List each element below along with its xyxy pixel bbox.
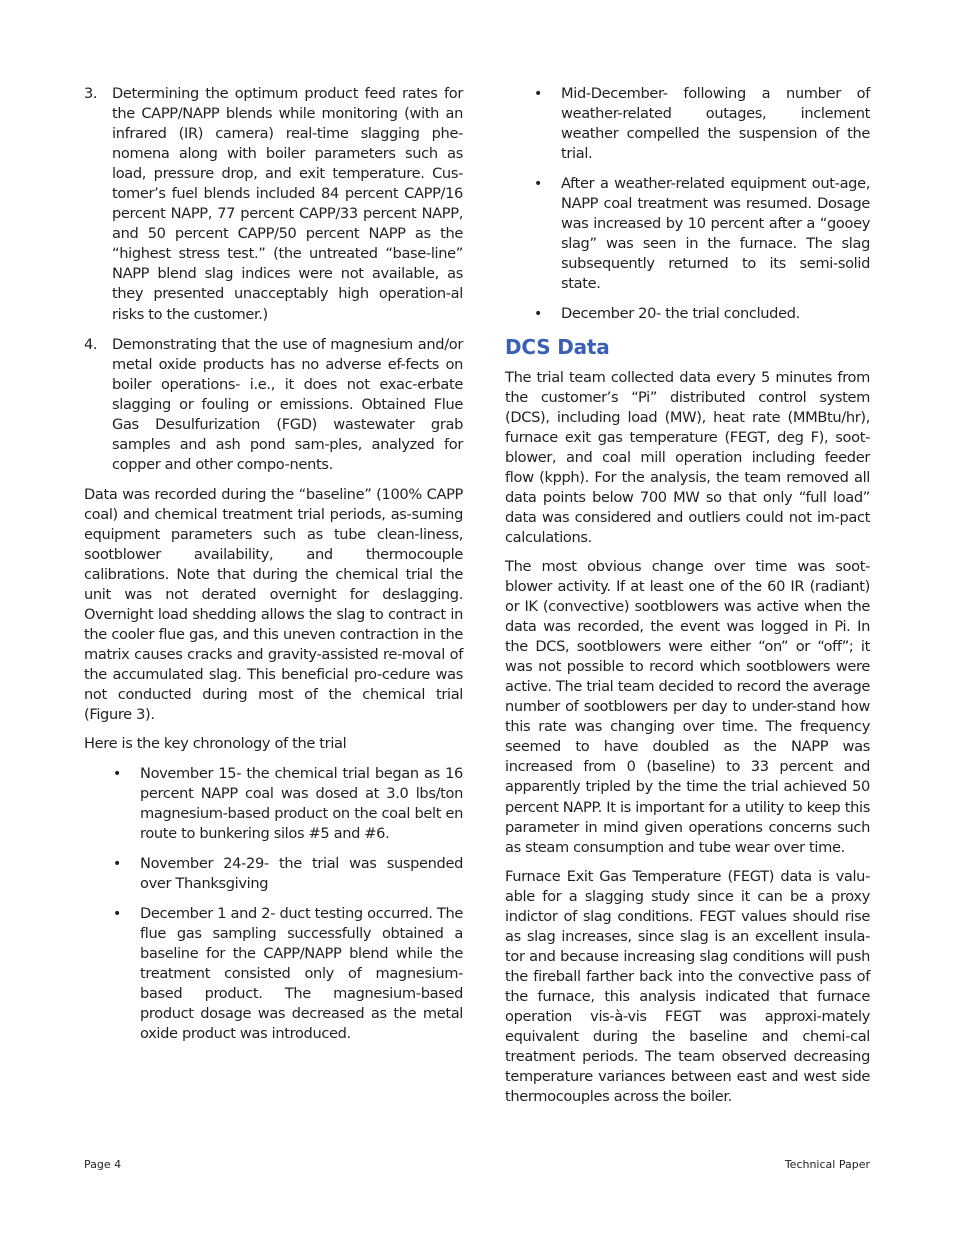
objective-item bbox=[84, 84, 463, 325]
chronology-item bbox=[84, 854, 463, 894]
objective-number: 4. bbox=[84, 335, 98, 353]
objective-text: Determining the optimum product feed rates for the CAPP/NAPP blends while monitoring (with an infrared (IR) camera) real-time slagging phe-nomena along with boiler parameters such as load, pressure drop, and exit temperature. Cus-tomer’s fuel blends included 84 percent CAPP/16 percent NAPP, 77 percent CAPP/33 percent NAPP, and 50 percent CAPP/50 percent NAPP as the “highest stress test.” (the untreated “base-line” NAPP blend slag indices were not available, as they presented unacceptably high operation-al risks to the customer.) bbox=[112, 85, 463, 323]
sootblower-paragraph: The most obvious change over time was soot-blower activity. If at least one of the 60 IR (radiant) or IK (convective) sootblowers was active when the data was recorded, the event was logged in Pi. In the DCS, sootblowers were either “on” or “off”; it was not possible to record which sootblowers were active. The trial team decided to record the average number of sootblowers per day to under-stand how this rate was changing over time. The frequency seemed to have doubled as the NAPP was increased from 0 (baseline) to 33 percent and apparently tripled by the time the trial achieved 50 percent NAPP. It is important for a utility to keep this parameter in mind given operations concerns such as steam consumption and tube wear over time. bbox=[505, 557, 870, 856]
chronology-item bbox=[84, 764, 463, 844]
objective-number: 3. bbox=[84, 85, 98, 102]
objective-item bbox=[84, 335, 463, 475]
chronology-text: December 1 and 2- duct testing occurred. The flue gas sampling successfully obtained a baseline for the CAPP/NAPP blend while the treatment consisted only of magnesium-based product. The magnesium-based product dosage was decreased as the metal oxide product was introduced. bbox=[140, 904, 463, 1043]
chronology-text: After a weather-related equipment out-age, NAPP coal treatment was resumed. Dosage was increased by 10 percent after a “gooey slag” was seen in the furnace. The slag subsequently returned to its semi-solid state. bbox=[561, 175, 870, 293]
chronology-item bbox=[505, 174, 870, 294]
chronology-item bbox=[505, 84, 870, 164]
objective-text: Demonstrating that the use of magnesium and/or metal oxide products has no adverse ef-fects on boiler operations- i.e., it does not exac-erbate slagging or fouling or emissions. Obtained Flue Gas Desulfurization (FGD) wastewater grab samples and ash pond sam-ples, analyzed for copper and other compo-nents. bbox=[112, 335, 463, 473]
left-column bbox=[84, 84, 463, 1054]
chronology-text: Mid-December- following a number of weather-related outages, inclement weather compelled the suspension of the trial. bbox=[561, 85, 870, 163]
chronology-text: December 20- the trial concluded. bbox=[561, 305, 800, 323]
bullet-icon: • bbox=[113, 765, 121, 782]
baseline-paragraph: Data was recorded during the “baseline” (100% CAPP coal) and chemical treatment trial periods, as-suming equipment parameters such as tube clean-liness, sootblower availability, and thermocouple calibrations. Note that during the chemical trial the unit was not derated overnight for deslagging. Overnight load shedding allows the slag to contract in the cooler flue gas, and this uneven contraction in the matrix causes cracks and gravity-assisted re-moval of the accumulated slag. This beneficial pro-cedure was not conducted during most of the chemical trial (Figure 3). bbox=[84, 485, 463, 724]
bullet-icon: • bbox=[113, 855, 121, 872]
chronology-text: November 24-29- the trial was suspended over Thanksgiving bbox=[140, 854, 463, 892]
section-heading: DCS Data bbox=[505, 334, 610, 359]
dcs-paragraph: The trial team collected data every 5 minutes from the customer’s “Pi” distributed control system (DCS), including load (MW), heat rate (MMBtu/hr), furnace exit gas temperature (FEGT, deg F), soot-blower, and coal mill operation including feeder flow (kpph). For the analysis, the team removed all data points below 700 MW so that only “full load” data was considered and outliers could not im-pact calculations. bbox=[505, 368, 870, 546]
right-column bbox=[505, 84, 870, 1116]
chronology-item bbox=[505, 304, 870, 324]
fegt-paragraph: Furnace Exit Gas Temperature (FEGT) data is valu-able for a slagging study since it can be a proxy indictor of slag conditions. FEGT values should rise as slag increases, since slag is an excellent insula-tor and because increasing slag conditions will push the fireball farther back into the convective pass of the furnace, this analysis indicated that furnace operation vis-à-vis FEGT was approxi-mately equivalent during the baseline and chemi-cal treatment periods. The team observed decreasing temperature variances between east and west side thermocouples across the boiler. bbox=[505, 867, 870, 1106]
chronology-item bbox=[84, 904, 463, 1044]
bullet-icon: • bbox=[534, 306, 542, 323]
chronology-list bbox=[84, 764, 463, 1045]
chronology-list-continued bbox=[505, 84, 870, 325]
document-type: Technical Paper bbox=[784, 1158, 870, 1171]
bullet-icon: • bbox=[534, 86, 542, 102]
page-number: Page 4 bbox=[84, 1158, 122, 1171]
bullet-icon: • bbox=[113, 905, 121, 922]
chronology-text: November 15- the chemical trial began as 16 percent NAPP coal was dosed at 3.0 lbs/ton magnesium-based product on the coal belt en route to bunkering silos #5 and #6. bbox=[140, 764, 463, 842]
bullet-icon: • bbox=[534, 176, 542, 193]
objectives-list bbox=[84, 84, 463, 475]
chronology-intro: Here is the key chronology of the trial bbox=[84, 735, 347, 753]
